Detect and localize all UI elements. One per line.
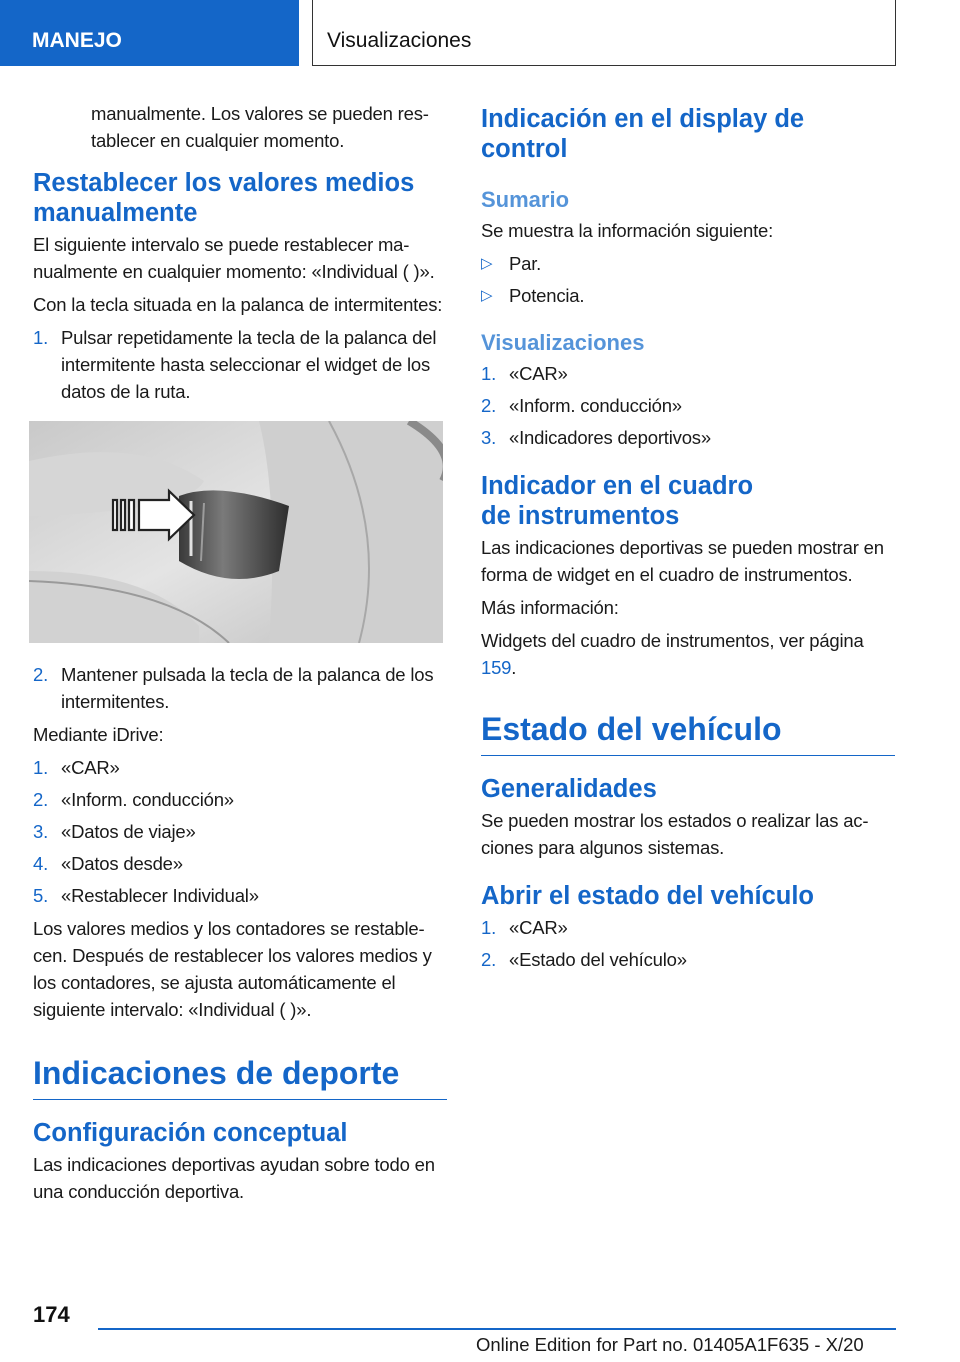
list-item <box>481 360 895 387</box>
edition-note: Online Edition for Part no. 01405A1F635 - X/20 <box>476 1334 864 1355</box>
footer-divider <box>98 1328 896 1330</box>
page-header <box>0 0 960 66</box>
paragraph-widgets: Widgets del cuadro de instrumentos, ver página 159. <box>481 630 864 678</box>
paragraph-muestra: Se muestra la información siguiente: <box>481 220 774 241</box>
step-text: Pulsar repetidamente la tecla de la palanca del intermitente hasta seleccionar el widget de los datos de la ruta. <box>61 327 437 402</box>
abrir-steps-list <box>481 914 895 973</box>
list-item <box>481 250 895 277</box>
step-number: 1. <box>33 757 49 778</box>
list-item <box>33 661 447 715</box>
list-item <box>481 282 895 309</box>
step-text: «Indicadores deportivos» <box>509 427 711 448</box>
list-item <box>33 786 447 813</box>
step-text: «Datos desde» <box>61 853 183 874</box>
heading-restablecer: Restablecer los valores medios manualmente <box>33 169 415 227</box>
paragraph-generalidades: Se pueden mostrar los estados o realizar las acciones para algunos sistemas. <box>481 810 869 858</box>
heading-configuracion: Configuración conceptual <box>33 1119 348 1147</box>
summary-bullets <box>481 250 895 309</box>
steps-list-1 <box>33 324 447 405</box>
list-item <box>33 324 447 405</box>
chapter-title: Visualizaciones <box>312 0 896 66</box>
step-number: 1. <box>33 327 49 348</box>
paragraph-configuracion: Las indicaciones deportivas ayudan sobre todo en una conducción deportiva. <box>33 1154 435 1202</box>
step-number: 2. <box>33 789 49 810</box>
section-tab: MANEJO <box>0 0 299 66</box>
right-column <box>481 100 895 979</box>
list-item <box>33 754 447 781</box>
bullet-text: Potencia. <box>509 285 585 306</box>
triangle-bullet-icon: ▷ <box>481 255 493 272</box>
step-text: «Restablecer Individual» <box>61 885 259 906</box>
step-number: 5. <box>33 885 49 906</box>
step-number: 1. <box>481 363 497 384</box>
step-text: «CAR» <box>61 757 120 778</box>
list-item <box>481 424 895 451</box>
continued-text: manualmente. Los valores se pueden restablecer en cualquier momento. <box>91 103 429 151</box>
paragraph-mas-informacion: Más información: <box>481 597 619 618</box>
page-link[interactable]: 159 <box>481 657 512 678</box>
turn-signal-lever-illustration <box>29 421 443 643</box>
step-text: «Estado del vehículo» <box>509 949 687 970</box>
heading-cuadro: Indicador en el cuadro de instrumentos <box>481 472 754 530</box>
lever-image <box>29 421 443 643</box>
step-number: 4. <box>33 853 49 874</box>
paragraph-valores: Los valores medios y los contadores se restablecen. Después de restablecer los valores medios y los contadores, se ajusta automáticamente el siguiente intervalo: «Individual ( )». <box>33 918 432 1020</box>
paragraph-cuadro: Las indicaciones deportivas se pueden mostrar en forma de widget en el cuadro de instrumentos. <box>481 537 884 585</box>
bullet-text: Par. <box>509 253 542 274</box>
step-number: 3. <box>481 427 497 448</box>
list-item <box>481 392 895 419</box>
step-text: «Inform. conducción» <box>61 789 234 810</box>
step-number: 2. <box>481 395 497 416</box>
list-item <box>481 914 895 941</box>
heading-sumario: Sumario <box>481 187 570 212</box>
visual-steps-list <box>481 360 895 451</box>
step-text: Mantener pulsada la tecla de la palanca de los intermitentes. <box>61 664 434 712</box>
heading-abrir: Abrir el estado del vehículo <box>481 882 815 910</box>
triangle-bullet-icon: ▷ <box>481 287 493 304</box>
idrive-steps-list <box>33 754 447 909</box>
paragraph-idrive: Mediante iDrive: <box>33 724 164 745</box>
list-item <box>481 946 895 973</box>
step-number: 2. <box>481 949 497 970</box>
paragraph-tecla: Con la tecla situada en la palanca de intermitentes: <box>33 294 443 315</box>
heading-generalidades: Generalidades <box>481 775 657 803</box>
step-number: 3. <box>33 821 49 842</box>
heading-visualizaciones: Visualizaciones <box>481 330 645 355</box>
steps-list-2 <box>33 661 447 715</box>
heading-estado: Estado del vehículo <box>481 709 895 756</box>
list-item <box>33 818 447 845</box>
step-text: «CAR» <box>509 363 568 384</box>
heading-display: Indicación en el display de control <box>481 105 805 163</box>
list-item <box>33 882 447 909</box>
step-text: «Datos de viaje» <box>61 821 196 842</box>
list-item <box>33 850 447 877</box>
step-number: 1. <box>481 917 497 938</box>
paragraph-intervalo: El siguiente intervalo se puede restablecer manualmente en cualquier momento: «Individual ( )». <box>33 234 435 282</box>
step-text: «Inform. conducción» <box>509 395 682 416</box>
page-number: 174 <box>33 1302 70 1327</box>
step-number: 2. <box>33 664 49 685</box>
step-text: «CAR» <box>509 917 568 938</box>
left-column <box>33 100 447 1211</box>
heading-deporte: Indicaciones de deporte <box>33 1053 447 1100</box>
